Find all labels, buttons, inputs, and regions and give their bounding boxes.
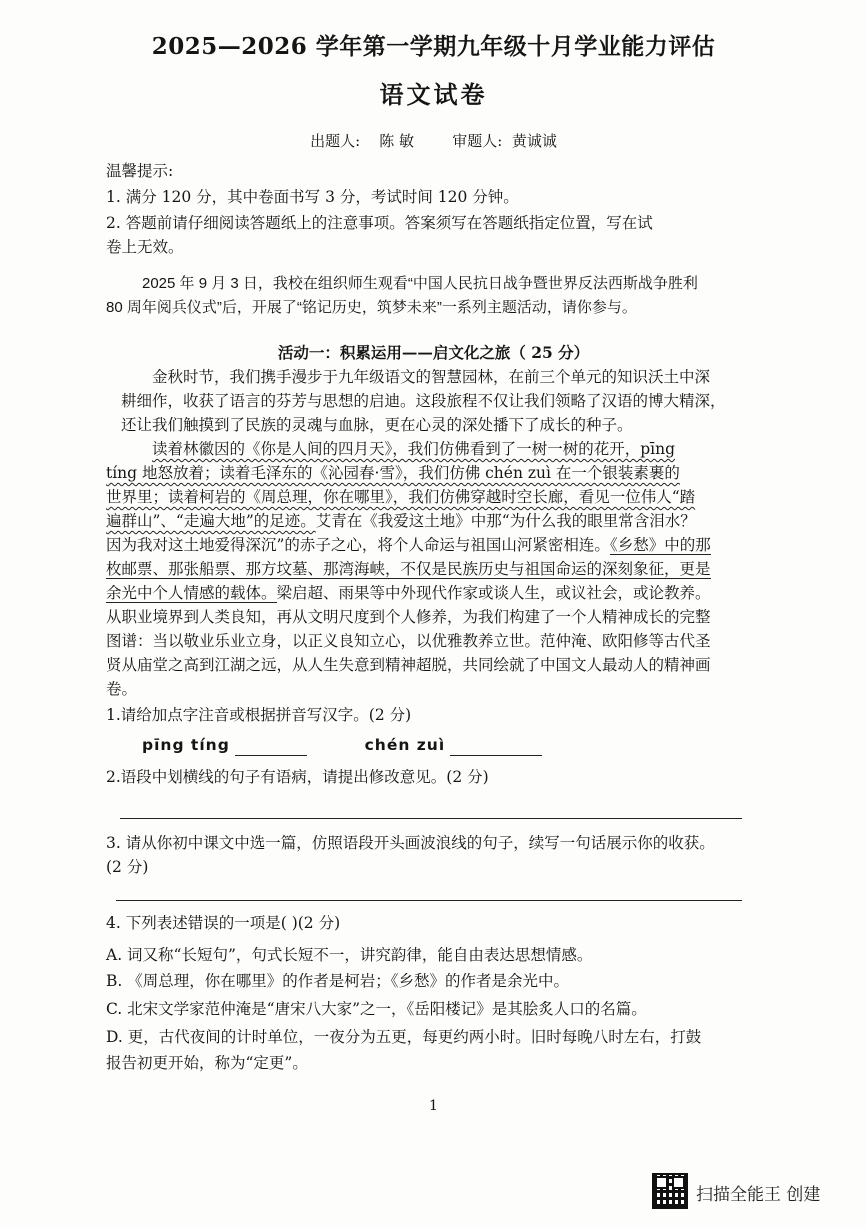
paragraph-line-9: 图谱：当以敬业乐业立身，以正义良知立心，以优雅教养立世。范仲淹、欧阳修等古代圣 (106, 632, 711, 650)
wavy-line-3 (106, 486, 695, 508)
straight-underlined-sentence: 《乡愁》中的那 (609, 536, 711, 554)
option-b: B. 《周总理，你在哪里》的作者是柯岩；《乡愁》的作者是余光中。 (106, 972, 569, 990)
paragraph-line-11: 卷。 (106, 680, 138, 698)
scanner-watermark: 扫描全能王 创建 (696, 1185, 821, 1205)
q2-answer-line[interactable] (120, 818, 742, 819)
q1-blank-a[interactable] (235, 739, 307, 756)
setter-label: 出题人: (310, 132, 361, 150)
setter-name: 陈 敏 (379, 132, 415, 150)
q1-pinyin-a: pīng tíng (142, 736, 230, 754)
straight-line-6 (106, 558, 711, 580)
q1-pinyin-b: chén zuì (364, 736, 446, 754)
wavy-underlined-sentence: 遍群山”、“走遍大地”的足迹。 (106, 512, 316, 530)
option-a: A. 词又称“长短句”，句式长短不一，讲究韵律，能自由表达思想情感。 (106, 946, 593, 964)
paragraph-line-3: 还让我们触摸到了民族的灵魂与血脉，更在心灵的深处播下了成长的种子。 (121, 416, 633, 434)
option-d-line-1: D. 更，古代夜间的计时单位，一夜分为五更，每更约两小时。旧时每晚八时左右，打鼓 (106, 1028, 702, 1046)
q1-answer-row (142, 734, 542, 756)
wavy-underlined-sentence: 读着林徽因的《你是人间的四月天》，我们仿佛看到了一树一树的花开，pīng (152, 440, 676, 458)
question-4: 4. 下列表述错误的一项是( )(2 分) (106, 914, 341, 932)
exam-subtitle: 语文试卷 (379, 80, 488, 109)
intro-line-2: 80 周年阅兵仪式”后，开展了“铭记历史，筑梦未来”一系列主题活动，请你参与。 (106, 299, 637, 316)
reviewer-label: 审题人: (452, 132, 503, 150)
plain-text: 梁启超、雨果等中外现代作家或谈人生，或议社会，或论教养。 (276, 584, 711, 602)
tip-2-line-1: 2. 答题前请仔细阅读答题纸上的注意事项。答案须写在答题纸指定位置，写在试 (106, 214, 653, 232)
wavy-line-2 (106, 462, 680, 484)
qr-code-icon (652, 1173, 688, 1209)
tip-1: 1. 满分 120 分，其中卷面书写 3 分，考试时间 120 分钟。 (106, 188, 519, 206)
question-3-line-2: (2 分) (106, 858, 149, 876)
tip-2-line-2: 卷上无效。 (106, 238, 184, 256)
paragraph-line-1: 金秋时节，我们携手漫步于九年级语文的智慧园林，在前三个单元的知识沃土中深 (152, 368, 711, 386)
mixed-line-4 (106, 510, 696, 532)
straight-underlined-sentence: 余光中个人情感的载体。 (106, 584, 277, 602)
exam-title: 2025—2026 学年第一学期九年级十月学业能力评估 (151, 33, 716, 60)
wavy-line-1 (152, 438, 675, 460)
mixed-line-5 (106, 534, 711, 556)
question-3-line-1: 3. 请从你初中课文中选一篇，仿照语段开头画波浪线的句子，续写一句话展示你的收获。 (106, 834, 715, 852)
paragraph-line-2: 耕细作，收获了语言的芬芳与思想的启迪。这段旅程不仅让我们领略了汉语的博大精深， (121, 392, 726, 410)
q1-blank-b[interactable] (450, 739, 542, 756)
paragraph-line-10: 贤从庙堂之高到江湖之远，从人生失意到精神超脱，共同绘就了中国文人最动人的精神画 (106, 656, 711, 674)
question-2: 2.语段中划横线的句子有语病，请提出修改意见。(2 分) (106, 768, 489, 786)
page-number: 1 (429, 1098, 438, 1114)
activity-1-heading: 活动一：积累运用——启文化之旅（ 25 分） (277, 343, 590, 362)
author-line (0, 130, 867, 152)
paragraph-line-8: 从职业境界到人类良知，再从文明尺度到个人修养，为我们构建了一个人精神成长的完整 (106, 608, 711, 626)
wavy-underlined-sentence: 世界里；读着柯岩的《周总理，你在哪里》，我们仿佛穿越时空长廊，看见一位伟人“踏 (106, 488, 696, 506)
option-d-line-2: 报告初更开始，称为“定更”。 (106, 1054, 308, 1072)
q3-answer-line[interactable] (116, 900, 742, 901)
plain-text: 因为我对这土地爱得深沉”的赤子之心，将个人命运与祖国山河紧密相连。 (106, 536, 610, 554)
option-c: C. 北宋文学家范仲淹是“唐宋八大家”之一，《岳阳楼记》是其脍炙人口的名篇。 (106, 1000, 647, 1018)
question-1: 1.请给加点字注音或根据拼音写汉字。(2 分) (106, 706, 412, 724)
intro-line-1: 2025 年 9 月 3 日，我校在组织师生观看“中国人民抗日战争暨世界反法西斯战争胜利 (142, 275, 698, 292)
wavy-underlined-sentence: tíng 地怒放着；读着毛泽东的《沁园春·雪》，我们仿佛 chén zuì 在一个银装素裹的 (106, 464, 680, 482)
plain-text: 艾青在《我爱这土地》中那“为什么我的眼里常含泪水？ (315, 512, 696, 530)
reviewer-name: 黄诚诚 (511, 132, 557, 150)
mixed-line-7 (106, 582, 711, 604)
tips-heading: 温馨提示: (106, 162, 174, 180)
straight-underlined-sentence: 枚邮票、那张船票、那方坟墓、那湾海峡，不仅是民族历史与祖国命运的深刻象征，更是 (106, 560, 711, 578)
